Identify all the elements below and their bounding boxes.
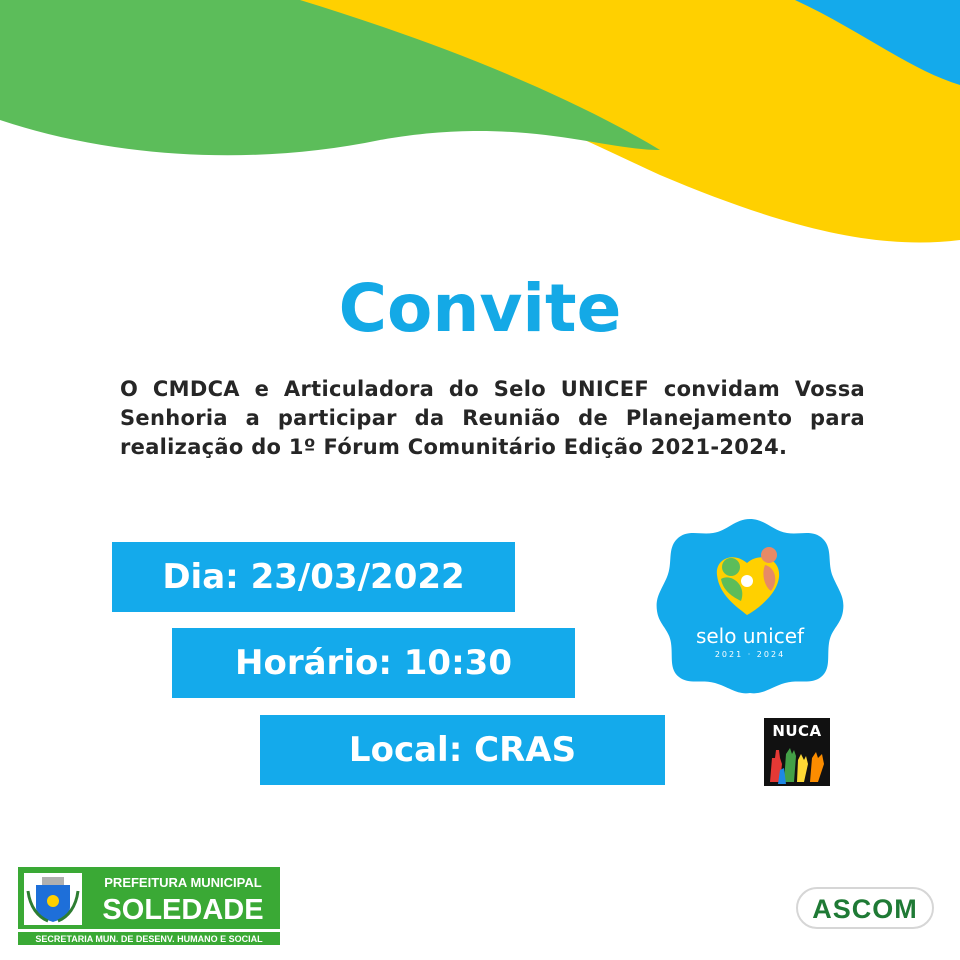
place-banner [260,715,665,785]
prefeitura-line2: SOLEDADE [102,894,264,926]
logo-white-stripe [18,929,280,932]
seal-years: 2021 · 2024 [714,650,786,659]
selo-unicef-seal [655,515,845,695]
ascom-label: ASCOM [812,894,918,924]
invitation-text: O CMDCA e Articuladora do Selo UNICEF convidam Vossa Senhoria a participar da Reunião de Planejamento para realização do 1º Fórum Comunitário Edição 2021-2024. [120,377,865,459]
prefeitura-line3: SECRETARIA MUN. DE DESENV. HUMANO E SOCIAL [35,934,263,944]
date-banner [112,542,515,612]
nuca-logo [764,718,830,786]
ascom-logo [795,885,935,931]
time-text: Horário: 10:30 [235,643,512,683]
prefeitura-line1: PREFEITURA MUNICIPAL [104,875,262,890]
nuca-label: NUCA [772,722,822,740]
place-text: Local: CRAS [348,730,577,770]
seal-name: selo unicef [695,624,805,648]
colored-hands-icon [764,740,830,784]
header-waves-decoration [0,0,960,260]
time-banner [172,628,575,698]
page-title: Convite [338,270,622,347]
date-text: Dia: 23/03/2022 [162,557,465,597]
prefeitura-soledade-logo [18,867,280,945]
coat-of-arms-icon [24,873,82,925]
